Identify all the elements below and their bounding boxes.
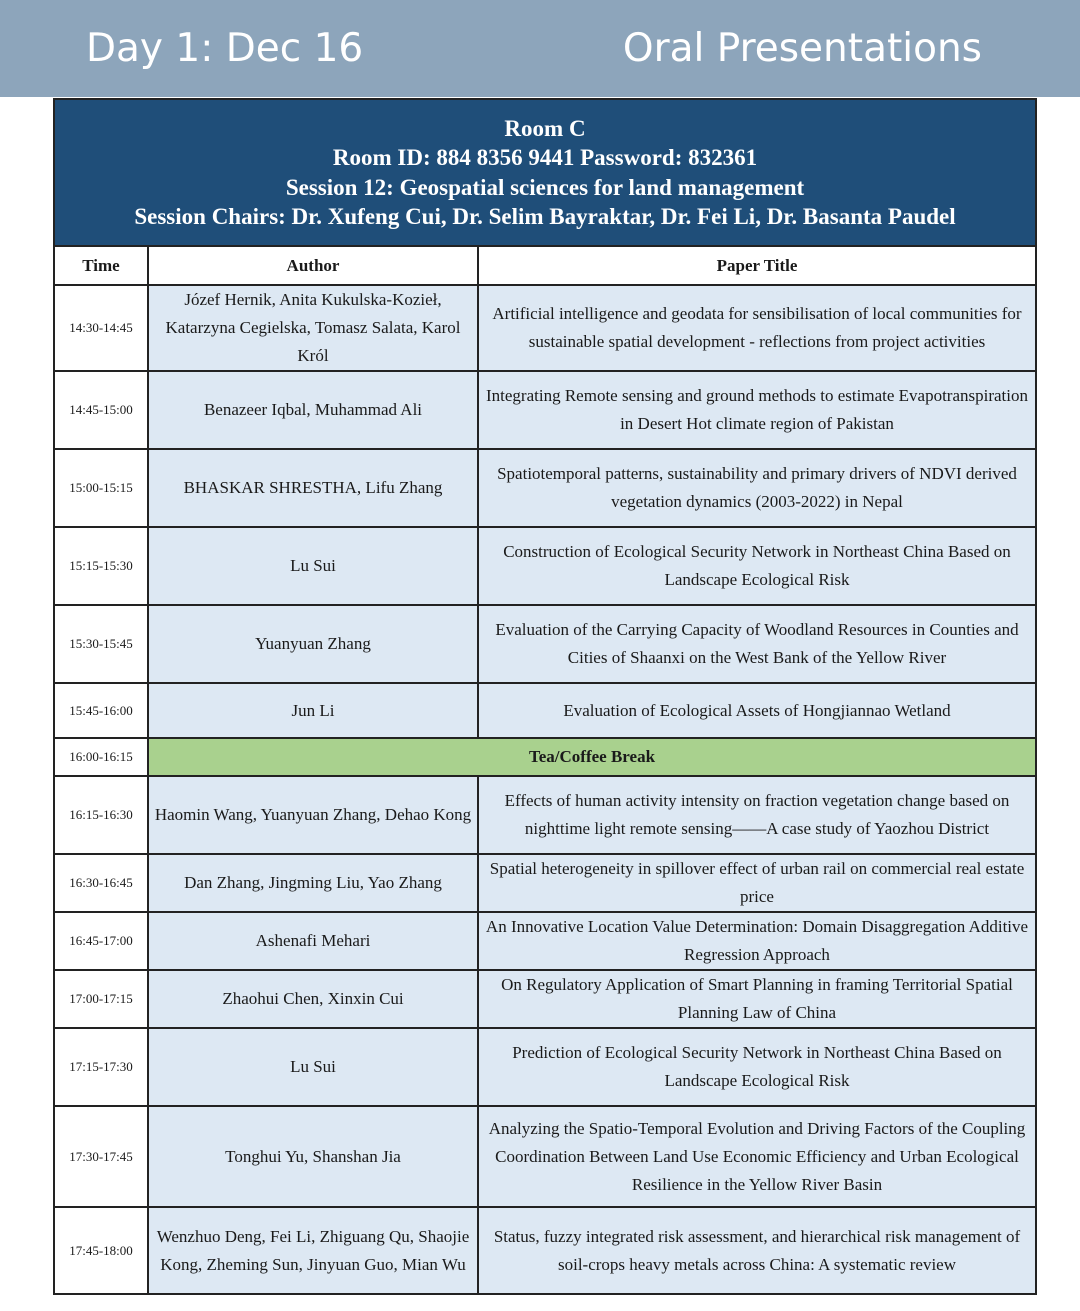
- table-row: [54, 970, 1036, 1028]
- table-row: [54, 527, 1036, 605]
- time-cell: 16:45-17:00: [54, 912, 148, 970]
- table-row: [54, 1106, 1036, 1207]
- time-cell: 17:45-18:00: [54, 1207, 148, 1294]
- author-cell: Lu Sui: [148, 1028, 478, 1106]
- author-cell: Dan Zhang, Jingming Liu, Yao Zhang: [148, 854, 478, 912]
- title-cell: On Regulatory Application of Smart Planning in framing Territorial Spatial Planning Law of China: [478, 970, 1036, 1028]
- time-cell: 15:45-16:00: [54, 683, 148, 738]
- time-cell: 16:15-16:30: [54, 776, 148, 854]
- time-cell: 17:30-17:45: [54, 1106, 148, 1207]
- author-cell: Yuanyuan Zhang: [148, 605, 478, 683]
- author-cell: Wenzhuo Deng, Fei Li, Zhiguang Qu, Shaojie Kong, Zheming Sun, Jinyuan Guo, Mian Wu: [148, 1207, 478, 1294]
- table-row: [54, 854, 1036, 912]
- title-cell: Spatial heterogeneity in spillover effect of urban rail on commercial real estate price: [478, 854, 1036, 912]
- title-cell: Prediction of Ecological Security Network in Northeast China Based on Landscape Ecological Risk: [478, 1028, 1036, 1106]
- category-label: Oral Presentations: [622, 26, 982, 71]
- schedule-table: [53, 98, 1037, 1295]
- title-cell: Effects of human activity intensity on fraction vegetation change based on nighttime light remote sensing——A case study of Yaozhou District: [478, 776, 1036, 854]
- time-cell: 14:30-14:45: [54, 285, 148, 371]
- table-row: [54, 683, 1036, 738]
- session-chairs: Session Chairs: Dr. Xufeng Cui, Dr. Selim Bayraktar, Dr. Fei Li, Dr. Basanta Paudel: [134, 204, 956, 229]
- time-column-header: Time: [54, 246, 148, 285]
- column-header-row: [54, 246, 1036, 285]
- time-cell: 16:30-16:45: [54, 854, 148, 912]
- time-cell: 16:00-16:15: [54, 738, 148, 776]
- session-title: Session 12: Geospatial sciences for land management: [285, 174, 805, 200]
- title-cell: Spatiotemporal patterns, sustainability and primary drivers of NDVI derived vegetation dynamics (2003-2022) in Nepal: [478, 449, 1036, 527]
- author-cell: Ashenafi Mehari: [148, 912, 478, 970]
- title-cell: Evaluation of Ecological Assets of Hongjiannao Wetland: [478, 683, 1036, 738]
- time-cell: 17:00-17:15: [54, 970, 148, 1028]
- title-cell: An Innovative Location Value Determination: Domain Disaggregation Additive Regression Approach: [478, 912, 1036, 970]
- day-label: Day 1: Dec 16: [86, 26, 364, 71]
- author-cell: Jun Li: [148, 683, 478, 738]
- title-cell: Status, fuzzy integrated risk assessment, and hierarchical risk management of soil-crops heavy metals across China: A systematic review: [478, 1207, 1036, 1294]
- author-cell: Józef Hernik, Anita Kukulska-Kozieł, Katarzyna Cegielska, Tomasz Salata, Karol Król: [148, 285, 478, 371]
- room-name: Room C: [504, 115, 586, 141]
- author-cell: Benazeer Iqbal, Muhammad Ali: [148, 371, 478, 449]
- title-cell: Evaluation of the Carrying Capacity of Woodland Resources in Counties and Cities of Shaanxi on the West Bank of the Yellow River: [478, 605, 1036, 683]
- author-cell: Zhaohui Chen, Xinxin Cui: [148, 970, 478, 1028]
- table-row: [54, 371, 1036, 449]
- room-info: Room ID: 884 8356 9441 Password: 832361: [332, 145, 758, 170]
- title-cell: Artificial intelligence and geodata for sensibilisation of local communities for sustainable spatial development - reflections from project activities: [478, 285, 1036, 371]
- break-label: Tea/Coffee Break: [148, 738, 1036, 776]
- title-cell: Construction of Ecological Security Network in Northeast China Based on Landscape Ecological Risk: [478, 527, 1036, 605]
- time-cell: 14:45-15:00: [54, 371, 148, 449]
- author-cell: Lu Sui: [148, 527, 478, 605]
- table-row: [54, 776, 1036, 854]
- time-cell: 15:30-15:45: [54, 605, 148, 683]
- session-header: [54, 99, 1036, 246]
- table-row: [54, 1028, 1036, 1106]
- title-cell: Integrating Remote sensing and ground methods to estimate Evapotranspiration in Desert Hot climate region of Pakistan: [478, 371, 1036, 449]
- title-column-header: Paper Title: [478, 246, 1036, 285]
- time-cell: 15:15-15:30: [54, 527, 148, 605]
- table-row: [54, 912, 1036, 970]
- title-cell: Analyzing the Spatio-Temporal Evolution and Driving Factors of the Coupling Coordination Between Land Use Economic Efficiency and Urban Ecological Resilience in the Yellow River Basin: [478, 1106, 1036, 1207]
- author-cell: BHASKAR SHRESTHA, Lifu Zhang: [148, 449, 478, 527]
- table-row: [54, 605, 1036, 683]
- break-row: [54, 738, 1036, 776]
- session-header-cell: [54, 99, 1036, 246]
- author-column-header: Author: [148, 246, 478, 285]
- table-row: [54, 1207, 1036, 1294]
- table-row: [54, 449, 1036, 527]
- table-row: [54, 285, 1036, 371]
- author-cell: Haomin Wang, Yuanyuan Zhang, Dehao Kong: [148, 776, 478, 854]
- author-cell: Tonghui Yu, Shanshan Jia: [148, 1106, 478, 1207]
- time-cell: 17:15-17:30: [54, 1028, 148, 1106]
- page-banner: [0, 0, 1080, 97]
- time-cell: 15:00-15:15: [54, 449, 148, 527]
